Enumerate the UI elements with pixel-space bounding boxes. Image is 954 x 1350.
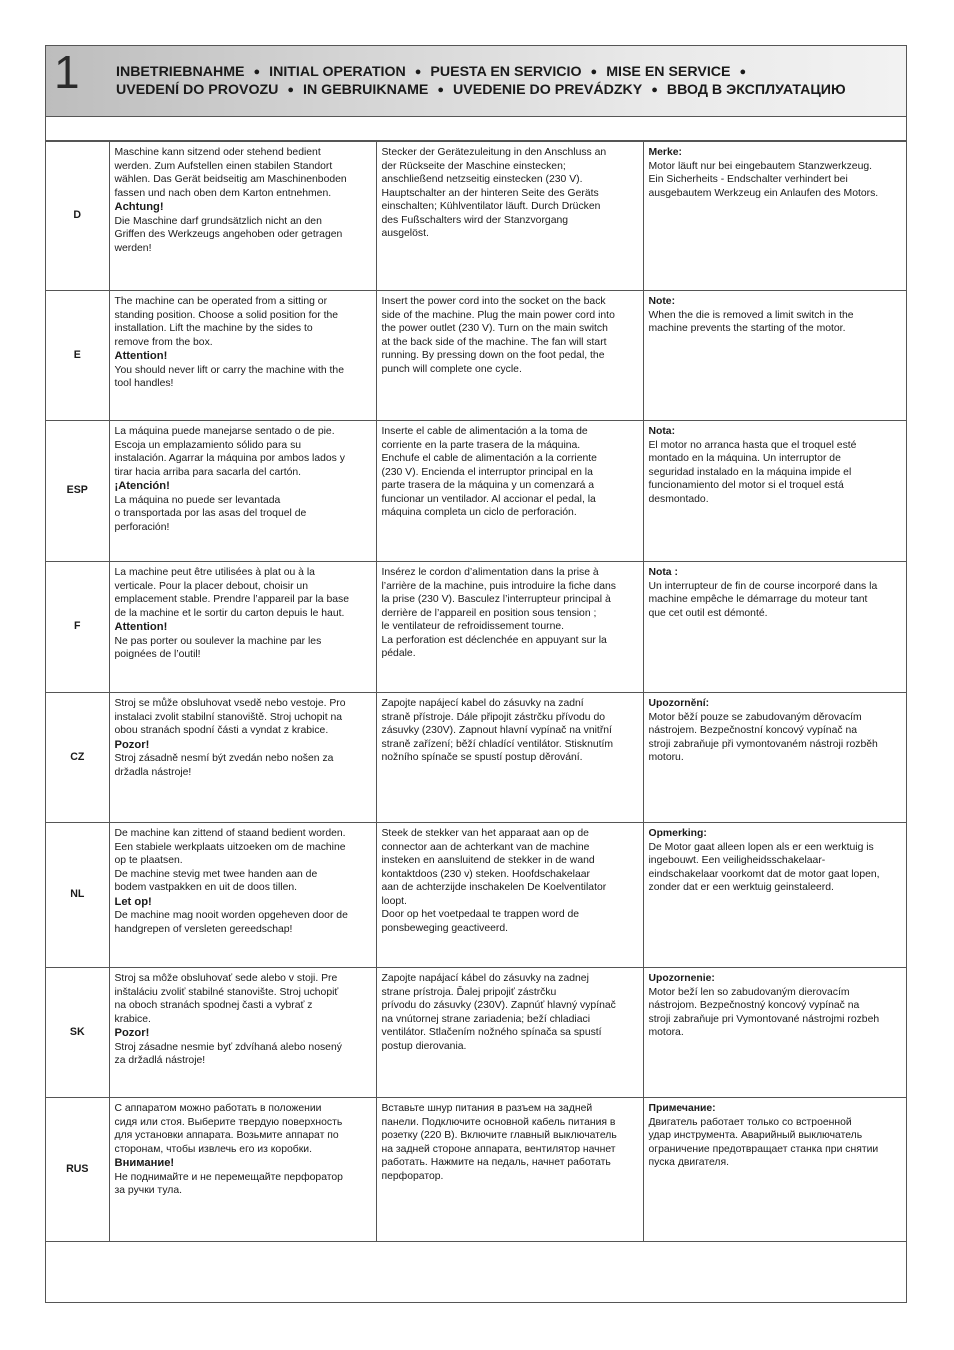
separator-dot: ● <box>253 66 261 78</box>
note-text: Motor läuft nur bei eingebautem Stanzwerkzeug. Ein Sicherheits - Endschalter verhindert bei ausgebautem Werkzeug ein Anlaufen des Motors. <box>648 160 879 199</box>
title-sk: UVEDENIE DO PREVÁDZKY <box>453 82 643 98</box>
operation-cell <box>376 421 643 562</box>
operation-text: Steek de stekker van het apparaat aan op de connector aan de achterkant van de machine insteken en aansluitend de stekker in de wand kontaktdoos (230 v) steken. Hoofdschakelaar aan de achterzijde inschakelen De Koelventilator loopt. Door op het voetpedaal te trappen word de ponsbeweging geactiveerd. <box>381 828 607 934</box>
setup-text: Stroj sa môže obsluhovať sede alebo v stoji. Pre inštaláciu zvoliť stabilné stanovište. Stroj uchopiť na oboch stranách spodnej časti a vybrať z krabice. <box>114 973 339 1025</box>
setup-cell <box>109 968 376 1098</box>
warning-heading: Pozor! <box>114 738 150 751</box>
header-spacer-row <box>46 117 906 141</box>
language-code: NL <box>46 823 109 968</box>
note-text: Motor beží len so zabudovaným dierovacím nástrojom. Bezpečnostný koncový vypínač na stroji zabraňuje pri Vymontované nástrojmi rozbeh motora. <box>648 986 880 1038</box>
setup-cell <box>109 421 376 562</box>
language-code: F <box>46 562 109 693</box>
language-code: CZ <box>46 693 109 823</box>
note-heading: Примечание: <box>648 1103 716 1114</box>
table-row <box>46 421 906 562</box>
note-cell <box>643 823 906 968</box>
separator-dot: ● <box>414 66 422 78</box>
warning-heading: Pozor! <box>114 1027 150 1039</box>
page-frame <box>45 45 907 1303</box>
operation-cell <box>376 291 643 421</box>
language-code: SK <box>46 968 109 1098</box>
titles-line-2 <box>116 81 846 99</box>
table-row <box>46 562 906 693</box>
note-heading: Nota : <box>648 567 678 578</box>
separator-dot: ● <box>437 84 445 96</box>
setup-text: De machine kan zittend of staand bedient worden. Een stabiele werkplaats uitzoeken om de machine op te plaatsen. De machine stevig met twee handen aan de bodem vastpakken en uit de doos tillen. <box>114 828 346 893</box>
warning-heading: ¡Atención! <box>114 480 170 492</box>
title-es: PUESTA EN SERVICIO <box>430 64 582 80</box>
language-code: E <box>46 291 109 421</box>
note-text: Un interrupteur de fin de course incorporé dans la machine empêche le démarrage du moteur tant que cet outil est démonté. <box>648 580 878 619</box>
separator-dot: ● <box>739 66 747 78</box>
warning-text: Stroj zásadně nesmí být zvedán nebo nošen za držadla nástroje! <box>114 753 334 778</box>
title-en: INITIAL OPERATION <box>269 64 406 80</box>
language-code: D <box>46 142 109 291</box>
setup-text: С аппаратом можно работать в положении сидя или стоя. Выберите твердую поверхность для установки аппарата. Возьмите аппарат по сторонам, чтобы извлечь его из коробки. <box>114 1103 343 1155</box>
note-text: El motor no arranca hasta que el troquel esté montado en la máquina. Un interruptor de seguridad instalado en la máquina impide el funcionamiento del motor si el troquel está desmontado. <box>648 439 857 505</box>
note-cell <box>643 693 906 823</box>
note-heading: Nota: <box>648 426 676 437</box>
note-heading: Merke: <box>648 147 682 158</box>
setup-cell <box>109 562 376 693</box>
note-heading: Upozornění: <box>648 698 710 709</box>
title-de: INBETRIEBNAHME <box>116 64 245 80</box>
operation-text: Stecker der Gerätezuleitung in den Anschluss an der Rückseite der Maschine einstecken; anschließend netzseitig einstecken (230 V). Hauptschalter an der hinteren Seite des Geräts einschalten; Kühlventilator läuft. Durch Drücken des Fußschalters wird der Stanzvorgang ausgelöst. <box>381 147 607 239</box>
operation-cell <box>376 142 643 291</box>
separator-dot: ● <box>651 84 658 96</box>
warning-text: Stroj zásadne nesmie byť zdvíhaná alebo nosený za držadlá nástroje! <box>114 1041 342 1066</box>
note-cell <box>643 968 906 1098</box>
operation-text: Zapojte napájací kábel do zásuvky na zadnej strane prístroja. Ďalej pripojiť zástrčku prívodu do zásuvky (230V). Zapnúť hlavný vypínač na vnútornej strane zariadenia; beží chladiaci ventilátor. Stlačením nožného spínača sa spustí postup dierovania. <box>381 973 616 1052</box>
note-text: Motor běží pouze se zabudovaným děrovacím nástrojem. Bezpečnostní koncový vypínač na stroji zabraňuje při vymontovaném nástroji rozběh motoru. <box>648 711 878 763</box>
warning-text: Die Maschine darf grundsätzlich nicht an den Griffen des Werkzeugs angehoben oder getragen werden! <box>114 215 343 254</box>
operation-cell <box>376 1098 643 1242</box>
note-heading: Upozornenie: <box>648 973 715 984</box>
setup-cell <box>109 693 376 823</box>
titles-line-1 <box>116 63 846 81</box>
table-row <box>46 291 906 421</box>
operation-text: Insert the power cord into the socket on the back side of the machine. Plug the main power cord into the power outlet (230 V). Turn on the main switch at the back side of the machine. The fan will start running. By pressing down on the foot pedal, the punch will complete one cycle. <box>381 296 615 375</box>
note-text: When the die is removed a limit switch in the machine prevents the starting of the motor. <box>648 309 854 334</box>
operation-cell <box>376 693 643 823</box>
title-nl: IN GEBRUIKNAME <box>303 82 429 98</box>
warning-text: Не поднимайте и не перемещайте перфоратор за ручки тула. <box>114 1171 343 1196</box>
table-row <box>46 1098 906 1242</box>
operation-cell <box>376 823 643 968</box>
operation-cell <box>376 968 643 1098</box>
table-row <box>46 693 906 823</box>
section-titles <box>116 63 846 99</box>
language-code: RUS <box>46 1098 109 1242</box>
note-text: De Motor gaat alleen lopen als er een werktuig is ingebouwt. Een veiligheidsschakelaar- eindschakelaar voorkomt dat de motor gaat lopen, zonder dat er een werktuig geinstaleerd. <box>648 841 880 893</box>
section-number: 1 <box>54 46 80 98</box>
warning-text: De machine mag nooit worden opgeheven door de handgrepen of versleten gereedschap! <box>114 910 348 935</box>
note-text: Двигатель работает только со встроенной удар инструмента. Аварийный выключатель ограничение предотвращает станка при снятии пуска двигателя. <box>648 1116 879 1168</box>
language-code: ESP <box>46 421 109 562</box>
title-ru: ВВОД В ЭКСПЛУАТАЦИЮ <box>666 82 846 98</box>
setup-text: The machine can be operated from a sitting or standing position. Choose a solid position for the installation. Lift the machine by the sides to remove from the box. <box>114 296 339 348</box>
table-row <box>46 823 906 968</box>
operation-text: Zapojte napájecí kabel do zásuvky na zadní straně přístroje. Dále připojit zástrčku přívodu do zásuvky (230V). Zapnout hlavní vypínač na vnitřní straně zařízení; běží chladící ventilátor. Stisknutím nožního spínače se spustí postup děrování. <box>381 698 614 763</box>
operation-text: Insérez le cordon d’alimentation dans la prise à l’arrière de la machine, puis introduire la fiche dans la prise (230 V). Basculez l’interrupteur principal à derrière de l’appareil en position sous tension ; le ventilateur de refroidissement tourne. La perforation est déclenchée en appuyant sur la pédale. <box>381 567 616 659</box>
note-cell <box>643 421 906 562</box>
separator-dot: ● <box>590 66 598 78</box>
warning-text: Ne pas porter ou soulever la machine par les poignées de l’outil! <box>114 635 322 660</box>
warning-text: La máquina no puede ser levantada o transportada por las asas del troquel de perforación! <box>114 494 307 533</box>
warning-heading: Attention! <box>114 350 168 362</box>
footer-blank-area <box>46 1241 906 1302</box>
setup-text: Maschine kann sitzend oder stehend bedient werden. Zum Aufstellen einen stabilen Standort wählen. Das Gerät beidseitig am Maschinenboden fassen und nach oben dem Karton entnehmen. <box>114 147 347 199</box>
section-header <box>46 46 906 117</box>
warning-heading: Achtung! <box>114 201 164 213</box>
instructions-table <box>46 141 906 1242</box>
note-heading: Note: <box>648 296 676 307</box>
setup-cell <box>109 1098 376 1242</box>
operation-text: Inserte el cable de alimentación a la toma de corriente en la parte trasera de la máquina. Enchufe el cable de alimentación a la corriente (230 V). Encienda el interruptor principal en la parte trasera de la máquina y un comenzará a funcionar un ventilador. Al accionar el pedal, la máquina completa un ciclo de perforación. <box>381 426 597 518</box>
note-cell <box>643 142 906 291</box>
separator-dot: ● <box>287 84 295 96</box>
operation-text: Вставьте шнур питания в разъем на задней панели. Подключите основной кабель питания в розетку (220 В). Включите главный выключатель на задней стороне аппарата, вентилятор начнет работать. Нажмите на педаль, начнет работать перфоратор. <box>381 1103 617 1182</box>
title-fr: MISE EN SERVICE <box>606 64 731 80</box>
warning-heading: Let op! <box>114 895 152 908</box>
setup-text: La machine peut être utilisées à plat ou à la verticale. Pour la placer debout, choisir un emplacement stable. Prendre l’appareil par la base de la machine et le sortir du carton depuis le haut. <box>114 567 349 619</box>
warning-heading: Attention! <box>114 621 168 633</box>
setup-text: Stroj se může obsluhovat vsedě nebo vestoje. Pro instalaci zvolit stabilní stanoviště. Stroj uchopit na obou stranách spodní části a vyndat z krabice. <box>114 698 346 736</box>
title-cz: UVEDENÍ DO PROVOZU <box>116 82 279 98</box>
setup-cell <box>109 291 376 421</box>
note-heading: Opmerking: <box>648 828 707 839</box>
setup-text: La máquina puede manejarse sentado o de pie. Escoja un emplazamiento sólido para su instalación. Agarrar la máquina por ambos lados y tirar hacia arriba para sacarla del cartón. <box>114 426 345 478</box>
note-cell <box>643 291 906 421</box>
operation-cell <box>376 562 643 693</box>
warning-text: You should never lift or carry the machine with the tool handles! <box>114 364 344 389</box>
table-row <box>46 142 906 291</box>
table-row <box>46 968 906 1098</box>
warning-heading: Внимание! <box>114 1157 175 1169</box>
note-cell <box>643 1098 906 1242</box>
setup-cell <box>109 823 376 968</box>
setup-cell <box>109 142 376 291</box>
note-cell <box>643 562 906 693</box>
